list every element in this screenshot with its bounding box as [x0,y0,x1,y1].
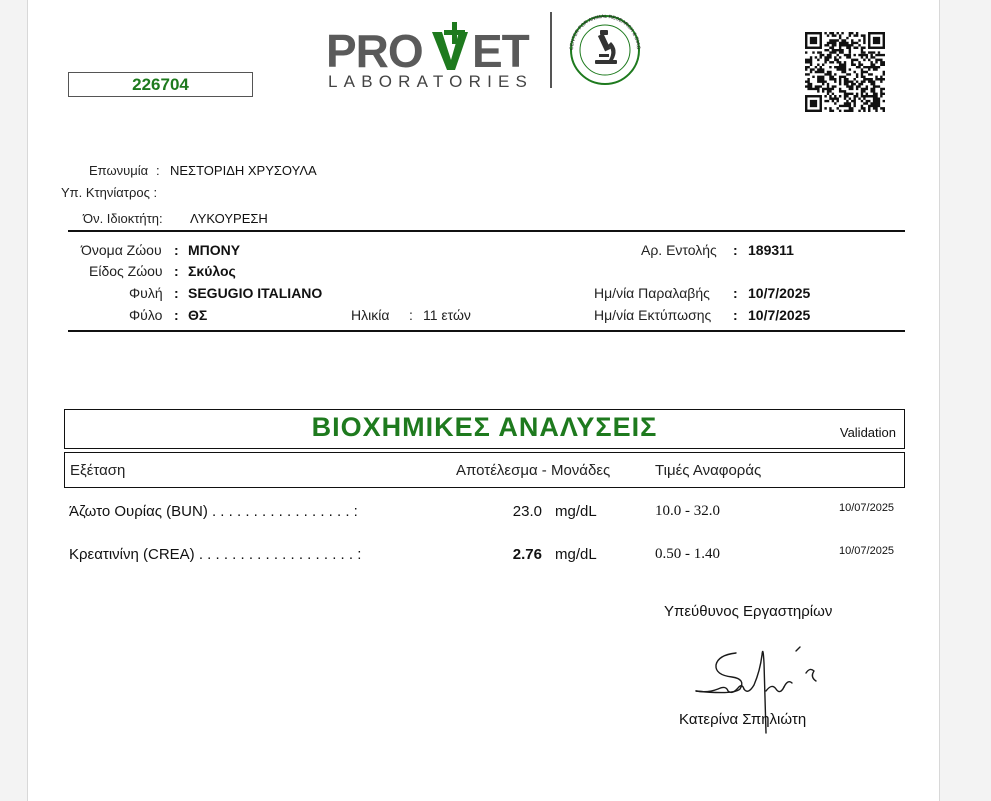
svg-text:CENTER FOR ANIMAL RESEARCH & D: CENTER FOR ANIMAL RESEARCH & DIAG [568,13,642,51]
breed-label: Φυλή [129,285,163,301]
age-label: Ηλικία [351,307,390,323]
signature-title: Υπεύθυνος Εργαστηρίων [664,603,833,620]
age-colon: : [409,307,413,323]
surname-label: Επωνυμία [89,163,149,178]
test-name-bun: Άζωτο Ουρίας (BUN) . . . . . . . . . . . . . . . . . : [69,503,358,520]
animal-name-value: ΜΠΟΝΥ [188,242,241,258]
sex-label: Φύλο [129,307,163,323]
received-label: Ημ/νία Παραλαβής [594,285,710,301]
animal-divider [68,330,905,332]
result-unit-bun: mg/dL [555,503,597,520]
research-seal-icon [559,10,649,90]
top-divider [68,230,905,232]
report-page [27,0,940,801]
result-unit-crea: mg/dL [555,546,597,563]
received-value: 10/7/2025 [748,285,811,301]
results-header [64,452,905,488]
owner-label: Όν. Ιδιοκτήτη: [83,211,163,226]
vet-label: Υπ. Κτηνίατρος : [61,185,158,200]
breed-value: SEGUGIO ITALIANO [188,285,323,301]
sex-colon: : [174,307,179,323]
printed-label: Ημ/νία Εκτύπωσης [594,307,712,323]
qr-code-icon [805,32,885,112]
printed-value: 10/7/2025 [748,307,811,323]
species-colon: : [174,263,179,279]
validation-label: Validation [839,425,896,440]
result-value-crea: 2.76 [512,546,542,563]
surname-colon: : [156,163,160,178]
order-label: Αρ. Εντολής [641,242,717,258]
analysis-title: ΒΙΟΧΗΜΙΚΕΣ ΑΝΑΛΥΣΕΙΣ [311,412,658,442]
signature-name: Κατερίνα Σπηλιώτη [679,711,807,728]
reference-range-bun: 10.0 - 32.0 [655,503,720,519]
printed-colon: : [733,307,738,323]
order-value: 189311 [748,242,794,258]
animal-name-colon: : [174,242,179,258]
col-result-header: Αποτέλεσμα - Μονάδες [456,462,611,479]
reference-range-crea: 0.50 - 1.40 [655,546,720,562]
species-label: Είδος Ζώου [89,263,163,279]
analysis-title-box [64,409,905,449]
species-value: Σκύλος [188,263,236,279]
logo-brand-pre: PRO [326,25,423,77]
logo-v-mark-icon [430,22,470,72]
result-date-bun: 10/07/2025 [839,502,895,514]
result-value-bun: 23.0 [512,503,542,520]
surname-value: ΝΕΣΤΟΡΙΔΗ ΧΡΥΣΟΥΛΑ [170,163,317,178]
test-name-crea: Κρεατινίνη (CREA) . . . . . . . . . . . . . . . . . . . : [69,546,362,563]
age-value: 11 ετών [423,307,471,323]
result-date-crea: 10/07/2025 [839,545,895,557]
logo-divider [550,12,552,88]
received-colon: : [733,285,738,301]
col-test-header: Εξέταση [70,462,126,479]
breed-colon: : [174,285,179,301]
logo-brand-post: ET [472,25,529,77]
order-colon: : [733,242,738,258]
logo-subtitle: LABORATORIES [328,72,534,91]
col-reference-header: Τιμές Αναφοράς [655,462,762,479]
owner-value: ΛΥΚΟΥΡΕΣΗ [190,211,268,226]
animal-name-label: Όνομα Ζώου [81,242,162,258]
sex-value: ΘΣ [188,307,208,323]
report-id-box: 226704 [68,72,253,97]
